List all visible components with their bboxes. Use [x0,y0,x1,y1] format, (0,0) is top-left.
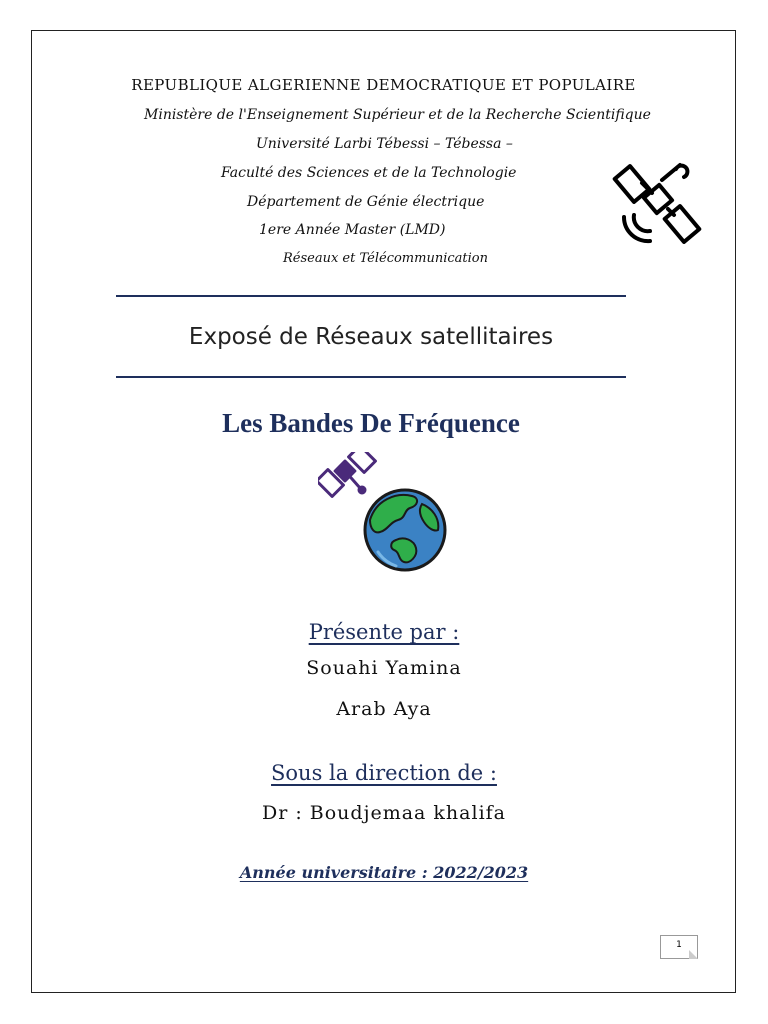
ministry-line: Ministère de l'Enseignement Supérieur et de la Recherche Scientifique [144,107,651,123]
page-fold-icon [689,950,698,959]
bottom-divider [116,376,626,378]
satellite-earth-icon [318,452,450,574]
faculty-line: Faculté des Sciences et de la Technologie [221,165,517,181]
document-title: Les Bandes De Fréquence [222,408,520,438]
university-line: Université Larbi Tébessi – Tébessa – [256,136,513,152]
student-name-2: Arab Aya [336,698,432,720]
top-divider [116,295,626,297]
page-number [660,935,698,959]
supervisor-name: Dr : Boudjemaa khalifa [261,802,507,824]
supervisor-heading: Sous la direction de : [271,761,497,785]
satellite-signal-icon [612,155,708,245]
expose-subtitle: Exposé de Réseaux satellitaires [188,324,554,350]
master-year-line: 1ere Année Master (LMD) [259,222,446,238]
presented-by-heading: Présente par : [308,620,460,644]
republic-heading: REPUBLIQUE ALGERIENNE DEMOCRATIQUE ET POPULAIRE [131,76,636,94]
department-line: Département de Génie électrique [247,194,485,210]
page-number-label: 1 [676,940,682,950]
specialty-line: Réseaux et Télécommunication [283,251,488,266]
academic-year: Année universitaire : 2022/2023 [239,863,529,882]
student-name-1: Souahi Yamina [306,657,462,679]
